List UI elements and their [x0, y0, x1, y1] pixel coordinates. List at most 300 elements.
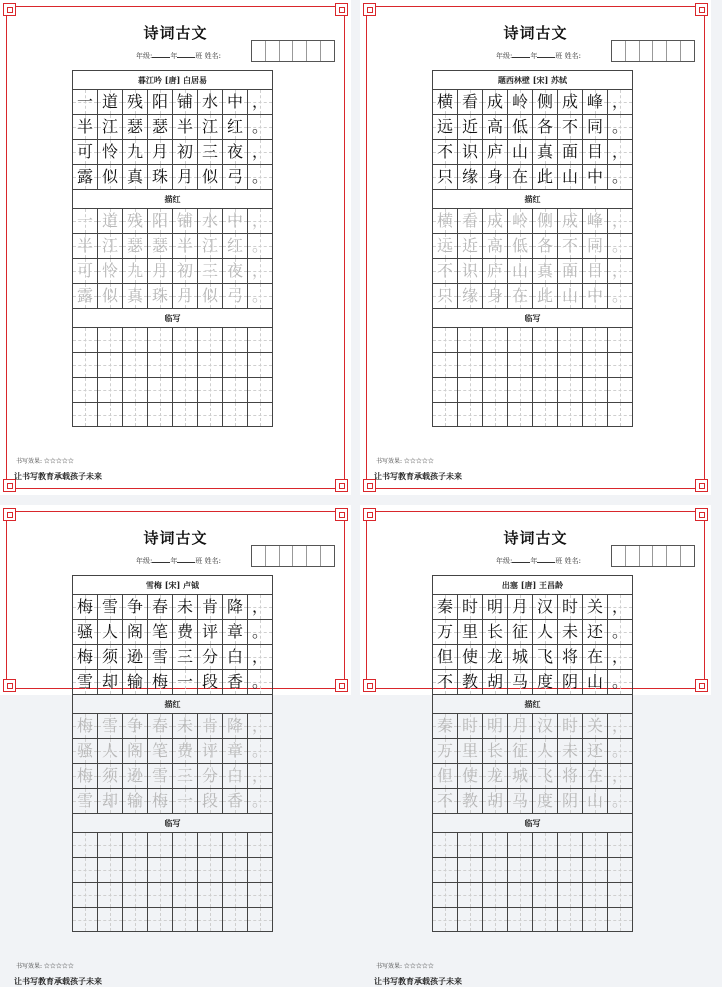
copy-cell[interactable] [98, 858, 123, 882]
copy-cell[interactable] [533, 908, 558, 931]
copy-cell[interactable] [533, 883, 558, 907]
trace-cell [558, 259, 583, 283]
copy-cell[interactable] [533, 403, 558, 426]
copy-cell[interactable] [608, 833, 633, 857]
character: 半 [76, 117, 93, 136]
copy-cell[interactable] [483, 353, 508, 377]
copy-cell[interactable] [223, 833, 248, 857]
character: 月 [176, 167, 193, 186]
character: 侧 [536, 92, 553, 111]
copy-cell[interactable] [123, 403, 148, 426]
model-cell [123, 165, 148, 189]
copy-cell[interactable] [508, 908, 533, 931]
copy-row [432, 377, 633, 402]
character: 教 [461, 672, 478, 691]
copy-cell[interactable] [198, 833, 223, 857]
name-box-cell[interactable] [279, 546, 293, 566]
copy-cell[interactable] [98, 378, 123, 402]
character: 梅 [76, 716, 93, 735]
character: 使 [461, 647, 478, 666]
copy-cell[interactable] [583, 833, 608, 857]
copy-cell[interactable] [198, 908, 223, 931]
poem-header: 出塞 [唐] 王昌龄 [432, 575, 633, 594]
copy-cell[interactable] [148, 908, 173, 931]
model-cell [533, 140, 558, 164]
model-cell [148, 595, 173, 619]
name-box-cell[interactable] [625, 546, 639, 566]
character: 笔 [151, 741, 168, 760]
model-cell [483, 595, 508, 619]
trace-cell [508, 714, 533, 738]
class-blank[interactable] [537, 52, 555, 58]
copy-cell[interactable] [433, 908, 458, 931]
model-cell [173, 115, 198, 139]
copy-cell[interactable] [508, 378, 533, 402]
copy-cell[interactable] [223, 378, 248, 402]
trace-cell [608, 259, 633, 283]
name-box-cell[interactable] [652, 546, 666, 566]
copy-cell[interactable] [73, 403, 98, 426]
copy-cell[interactable] [558, 403, 583, 426]
trace-cell [508, 259, 533, 283]
copy-cell[interactable] [173, 858, 198, 882]
copy-cell[interactable] [558, 883, 583, 907]
class-blank[interactable] [537, 557, 555, 563]
copy-cell[interactable] [148, 403, 173, 426]
character: 初 [176, 261, 193, 280]
character: ， [612, 716, 629, 735]
copy-cell[interactable] [123, 908, 148, 931]
class-blank[interactable] [177, 52, 195, 58]
character: 面 [561, 142, 578, 161]
character: 山 [511, 261, 528, 280]
copy-cell[interactable] [173, 403, 198, 426]
character: 怜 [101, 261, 118, 280]
copy-cell[interactable] [123, 858, 148, 882]
character: 肯 [201, 597, 218, 616]
character: 识 [461, 142, 478, 161]
copy-cell[interactable] [73, 883, 98, 907]
trace-cell [198, 284, 223, 308]
name-box-cell[interactable] [625, 41, 639, 61]
class-blank[interactable] [177, 557, 195, 563]
name-box-cell[interactable] [265, 546, 279, 566]
copy-cell[interactable] [458, 378, 483, 402]
copy-cell[interactable] [583, 403, 608, 426]
copy-cell[interactable] [73, 353, 98, 377]
name-box[interactable] [611, 545, 695, 567]
character: ， [252, 92, 269, 111]
trace-cell [458, 714, 483, 738]
copy-cell[interactable] [583, 378, 608, 402]
model-cell [223, 140, 248, 164]
character: 道 [101, 211, 118, 230]
character: 残 [126, 92, 143, 111]
name-box-cell[interactable] [612, 546, 625, 566]
character: 缘 [461, 286, 478, 305]
name-box[interactable] [251, 40, 335, 62]
copy-cell[interactable] [508, 353, 533, 377]
character: 人 [536, 741, 553, 760]
trace-cell [73, 259, 98, 283]
copy-cell[interactable] [123, 328, 148, 352]
model-cell [508, 645, 533, 669]
name-box-cell[interactable] [292, 546, 306, 566]
character: 输 [126, 791, 143, 810]
model-cell [198, 670, 223, 694]
copy-cell[interactable] [508, 328, 533, 352]
copy-cell[interactable] [608, 328, 633, 352]
model-cell [198, 165, 223, 189]
character: 。 [252, 791, 269, 810]
copy-cell[interactable] [173, 833, 198, 857]
character: 。 [252, 622, 269, 641]
copy-cell[interactable] [148, 378, 173, 402]
model-cell [248, 645, 273, 669]
character: 岭 [511, 211, 528, 230]
copy-cell[interactable] [198, 403, 223, 426]
character: 白 [226, 766, 243, 785]
model-cell [458, 620, 483, 644]
character: 真 [536, 142, 553, 161]
copy-cell[interactable] [508, 883, 533, 907]
character: 露 [76, 286, 93, 305]
copy-cell[interactable] [433, 403, 458, 426]
grade-blank[interactable] [512, 557, 530, 563]
copy-cell[interactable] [173, 908, 198, 931]
copy-cell[interactable] [223, 403, 248, 426]
rating-label: 书写效果: ☆☆☆☆☆ [16, 458, 74, 465]
character: 月 [511, 716, 528, 735]
name-box-cell[interactable] [265, 41, 279, 61]
copy-cell[interactable] [73, 833, 98, 857]
trace-cell [483, 739, 508, 763]
name-box-cell[interactable] [252, 546, 265, 566]
copy-cell[interactable] [433, 328, 458, 352]
character: 费 [176, 741, 193, 760]
model-cell [123, 670, 148, 694]
character: 争 [126, 716, 143, 735]
copy-cell[interactable] [533, 833, 558, 857]
copy-cell[interactable] [123, 833, 148, 857]
model-cell [123, 595, 148, 619]
character: ， [252, 647, 269, 666]
copy-cell[interactable] [458, 858, 483, 882]
copy-cell[interactable] [173, 328, 198, 352]
copy-cell[interactable] [73, 908, 98, 931]
copy-cell[interactable] [583, 858, 608, 882]
copy-cell[interactable] [508, 403, 533, 426]
copy-cell[interactable] [148, 858, 173, 882]
character: 江 [201, 117, 218, 136]
character: 度 [536, 672, 553, 691]
trace-cell [223, 234, 248, 258]
model-cell [173, 645, 198, 669]
rating-label: 书写效果: ☆☆☆☆☆ [16, 963, 74, 970]
copy-cell[interactable] [483, 858, 508, 882]
copy-cell[interactable] [248, 883, 273, 907]
character: 。 [612, 167, 629, 186]
copy-cell[interactable] [198, 328, 223, 352]
character: 面 [561, 261, 578, 280]
copy-cell[interactable] [148, 833, 173, 857]
copy-cell[interactable] [533, 858, 558, 882]
copy-cell[interactable] [148, 328, 173, 352]
character: 高 [486, 117, 503, 136]
copy-cell[interactable] [508, 833, 533, 857]
copy-cell[interactable] [98, 833, 123, 857]
model-cell [508, 165, 533, 189]
copy-cell[interactable] [483, 883, 508, 907]
copy-cell[interactable] [98, 353, 123, 377]
copy-cell[interactable] [223, 353, 248, 377]
copy-cell[interactable] [483, 378, 508, 402]
model-cell [198, 620, 223, 644]
student-info-line [496, 556, 581, 566]
copy-cell[interactable] [458, 908, 483, 931]
trace-cell [123, 714, 148, 738]
copy-row [432, 352, 633, 377]
copy-cell[interactable] [508, 858, 533, 882]
model-cell [458, 165, 483, 189]
corner-ornament-icon [3, 3, 16, 16]
copy-row [432, 327, 633, 352]
copy-cell[interactable] [223, 328, 248, 352]
character: 只 [436, 286, 453, 305]
character: 瑟 [151, 236, 168, 255]
copy-cell[interactable] [248, 403, 273, 426]
name-box-cell[interactable] [666, 41, 680, 61]
trace-cell [433, 739, 458, 763]
copy-cell[interactable] [558, 378, 583, 402]
trace-cell [433, 284, 458, 308]
corner-ornament-icon [363, 3, 376, 16]
character: 江 [101, 117, 118, 136]
model-cell [223, 165, 248, 189]
copy-cell[interactable] [533, 328, 558, 352]
model-cell [558, 90, 583, 114]
copy-cell[interactable] [533, 378, 558, 402]
copy-cell[interactable] [198, 353, 223, 377]
model-cell [458, 140, 483, 164]
name-box-cell[interactable] [279, 41, 293, 61]
character: 近 [461, 236, 478, 255]
copy-cell[interactable] [123, 353, 148, 377]
copy-cell[interactable] [73, 328, 98, 352]
copy-cell[interactable] [583, 908, 608, 931]
model-cell [533, 645, 558, 669]
copy-cell[interactable] [248, 908, 273, 931]
copy-cell[interactable] [558, 353, 583, 377]
trace-cell [73, 234, 98, 258]
character: 不 [436, 791, 453, 810]
copy-cell[interactable] [98, 908, 123, 931]
copy-cell[interactable] [608, 883, 633, 907]
model-cell [123, 620, 148, 644]
trace-cell [433, 714, 458, 738]
name-box[interactable] [251, 545, 335, 567]
copy-cell[interactable] [608, 403, 633, 426]
copy-cell[interactable] [248, 353, 273, 377]
model-cell [508, 620, 533, 644]
name-box-cell[interactable] [306, 546, 320, 566]
copy-cell[interactable] [223, 858, 248, 882]
character: 使 [461, 766, 478, 785]
model-cell [433, 115, 458, 139]
copy-cell[interactable] [608, 908, 633, 931]
copy-cell[interactable] [223, 908, 248, 931]
character: 真 [536, 261, 553, 280]
name-box-cell[interactable] [320, 546, 334, 566]
corner-ornament-icon [335, 479, 348, 492]
character: 露 [76, 167, 93, 186]
copy-cell[interactable] [433, 858, 458, 882]
name-box-cell[interactable] [639, 41, 653, 61]
name-box-cell[interactable] [292, 41, 306, 61]
copy-cell[interactable] [583, 328, 608, 352]
name-box[interactable] [611, 40, 695, 62]
copy-cell[interactable] [433, 833, 458, 857]
trace-cell [458, 789, 483, 813]
model-cell [123, 140, 148, 164]
copy-cell[interactable] [148, 353, 173, 377]
trace-cell [583, 259, 608, 283]
character: 中 [226, 92, 243, 111]
copy-cell[interactable] [583, 353, 608, 377]
trace-cell [583, 284, 608, 308]
copy-cell[interactable] [148, 883, 173, 907]
character: 山 [586, 791, 603, 810]
name-box-cell[interactable] [680, 546, 694, 566]
copy-cell[interactable] [198, 378, 223, 402]
copy-cell[interactable] [458, 353, 483, 377]
copy-cell[interactable] [433, 353, 458, 377]
character: 里 [461, 622, 478, 641]
character: 江 [201, 236, 218, 255]
trace-cell [483, 764, 508, 788]
copy-cell[interactable] [483, 403, 508, 426]
character: 低 [511, 236, 528, 255]
copy-cell[interactable] [198, 883, 223, 907]
trace-row [72, 258, 273, 283]
character: 不 [561, 117, 578, 136]
model-cell [583, 165, 608, 189]
character: 山 [561, 167, 578, 186]
name-box-cell[interactable] [666, 546, 680, 566]
trace-cell [173, 209, 198, 233]
copy-cell[interactable] [558, 833, 583, 857]
copy-cell[interactable] [248, 378, 273, 402]
class-label: 班 [195, 557, 203, 565]
copy-cell[interactable] [608, 858, 633, 882]
copy-cell[interactable] [558, 858, 583, 882]
character: 峰 [586, 92, 603, 111]
character: 春 [151, 597, 168, 616]
copy-cell[interactable] [98, 328, 123, 352]
character: 初 [176, 142, 193, 161]
copy-cell[interactable] [558, 328, 583, 352]
copy-cell[interactable] [248, 328, 273, 352]
copy-cell[interactable] [73, 858, 98, 882]
character: 月 [511, 597, 528, 616]
copy-cell[interactable] [533, 353, 558, 377]
character: 半 [176, 236, 193, 255]
model-cell [248, 620, 273, 644]
trace-cell [433, 764, 458, 788]
copy-cell[interactable] [608, 378, 633, 402]
copy-cell[interactable] [73, 378, 98, 402]
copy-cell[interactable] [98, 403, 123, 426]
name-box-cell[interactable] [252, 41, 265, 61]
copy-cell[interactable] [248, 858, 273, 882]
character: 。 [252, 741, 269, 760]
name-box-cell[interactable] [652, 41, 666, 61]
copy-cell[interactable] [433, 883, 458, 907]
copy-cell[interactable] [123, 378, 148, 402]
copy-cell[interactable] [98, 883, 123, 907]
trace-cell [248, 234, 273, 258]
trace-cell [173, 714, 198, 738]
name-box-cell[interactable] [639, 546, 653, 566]
copy-cell[interactable] [458, 328, 483, 352]
copy-cell[interactable] [558, 908, 583, 931]
model-cell [558, 645, 583, 669]
year-label: 年 [170, 52, 178, 60]
trace-cell [533, 209, 558, 233]
copy-cell[interactable] [483, 833, 508, 857]
copy-cell[interactable] [223, 883, 248, 907]
model-row [432, 139, 633, 164]
trace-cell [608, 209, 633, 233]
copy-cell[interactable] [433, 378, 458, 402]
name-box-cell[interactable] [320, 41, 334, 61]
character: 。 [252, 236, 269, 255]
model-row [432, 89, 633, 114]
model-row [432, 669, 633, 694]
grade-blank[interactable] [512, 52, 530, 58]
copy-cell[interactable] [608, 353, 633, 377]
grade-blank[interactable] [152, 52, 170, 58]
model-cell [508, 140, 533, 164]
model-cell [98, 115, 123, 139]
model-cell [458, 595, 483, 619]
name-box-cell[interactable] [306, 41, 320, 61]
copy-cell[interactable] [458, 403, 483, 426]
copy-cell[interactable] [458, 833, 483, 857]
trace-cell [433, 234, 458, 258]
copy-cell[interactable] [483, 328, 508, 352]
grade-blank[interactable] [152, 557, 170, 563]
copy-cell[interactable] [198, 858, 223, 882]
copy-cell[interactable] [173, 378, 198, 402]
copy-cell[interactable] [583, 883, 608, 907]
trace-cell [248, 789, 273, 813]
name-box-cell[interactable] [680, 41, 694, 61]
copy-cell[interactable] [173, 353, 198, 377]
trace-cell [73, 764, 98, 788]
copy-cell[interactable] [458, 883, 483, 907]
class-label: 班 [195, 52, 203, 60]
name-box-cell[interactable] [612, 41, 625, 61]
copy-cell[interactable] [123, 883, 148, 907]
character: 时 [561, 597, 578, 616]
copy-cell[interactable] [483, 908, 508, 931]
character: 时 [461, 716, 478, 735]
character: 半 [176, 117, 193, 136]
copy-cell[interactable] [248, 833, 273, 857]
copy-cell[interactable] [173, 883, 198, 907]
model-cell [433, 165, 458, 189]
